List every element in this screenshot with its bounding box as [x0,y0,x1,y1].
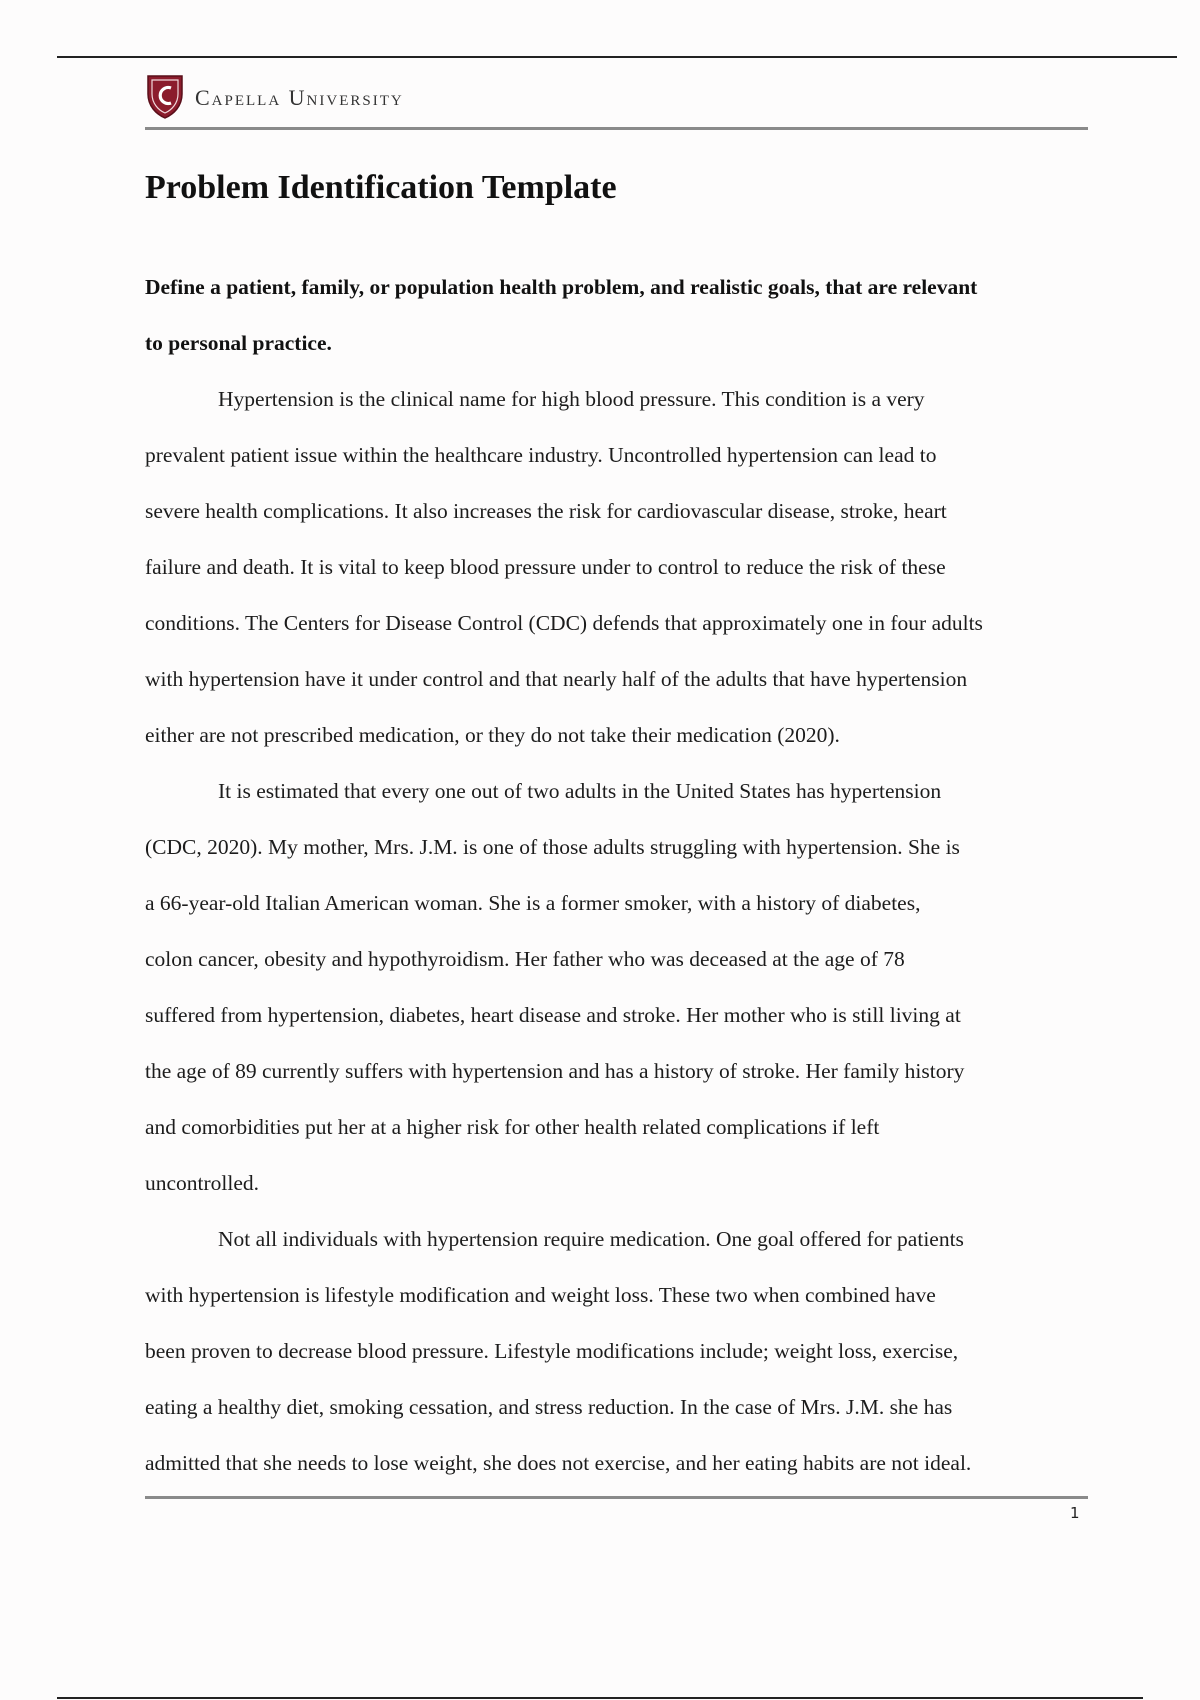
paragraph-line: conditions. The Centers for Disease Control (CDC) defends that approximately one in four adults [145,610,983,635]
page-number: 1 [1070,1504,1080,1522]
page-top-border [57,56,1177,58]
paragraph-line: either are not prescribed medication, or they do not take their medication (2020). [145,722,840,747]
section-prompt [145,259,1088,371]
paragraph-line: severe health complications. It also increases the risk for cardiovascular disease, stroke, heart [145,498,947,523]
footer-divider [145,1496,1088,1499]
paragraph-line: with hypertension is lifestyle modification and weight loss. These two when combined have [145,1282,936,1307]
paragraph-line: Not all individuals with hypertension require medication. One goal offered for patients [218,1226,964,1251]
paragraph-line: Hypertension is the clinical name for high blood pressure. This condition is a very [218,386,925,411]
paragraph-1 [145,371,1088,763]
paragraph-line: a 66-year-old Italian American woman. She is a former smoker, with a history of diabetes, [145,890,921,915]
paragraph-line: admitted that she needs to lose weight, she does not exercise, and her eating habits are not ideal. [145,1450,972,1475]
paragraph-line: uncontrolled. [145,1170,260,1195]
document-header [145,70,1088,130]
paragraph-line: failure and death. It is vital to keep blood pressure under to control to reduce the risk of these [145,554,946,579]
paragraph-line: prevalent patient issue within the healthcare industry. Uncontrolled hypertension can lead to [145,442,937,467]
paragraph-3 [145,1211,1088,1491]
paragraph-line: the age of 89 currently suffers with hypertension and has a history of stroke. Her family history [145,1058,965,1083]
paragraph-line: It is estimated that every one out of two adults in the United States has hypertension [218,778,942,803]
university-name: Capella University [195,85,404,110]
page-title: Problem Identification Template [145,169,617,206]
university-shield-icon [145,72,185,120]
paragraph-line: colon cancer, obesity and hypothyroidism. Her father who was deceased at the age of 78 [145,946,905,971]
paragraph-line: with hypertension have it under control and that nearly half of the adults that have hypertension [145,666,968,691]
paragraph-2 [145,763,1088,1211]
paragraph-line: eating a healthy diet, smoking cessation, and stress reduction. In the case of Mrs. J.M. she has [145,1394,953,1419]
prompt-line: Define a patient, family, or population health problem, and realistic goals, that are relevant [145,274,978,299]
paragraph-line: suffered from hypertension, diabetes, heart disease and stroke. Her mother who is still living at [145,1002,961,1027]
paragraph-line: and comorbidities put her at a higher risk for other health related complications if left [145,1114,880,1139]
page-bottom-border [57,1697,1143,1699]
prompt-line: to personal practice. [145,330,332,355]
paragraph-line: been proven to decrease blood pressure. Lifestyle modifications include; weight loss, exercise, [145,1338,959,1363]
document-page [145,70,1088,1491]
paragraph-line: (CDC, 2020). My mother, Mrs. J.M. is one of those adults struggling with hypertension. She is [145,834,960,859]
